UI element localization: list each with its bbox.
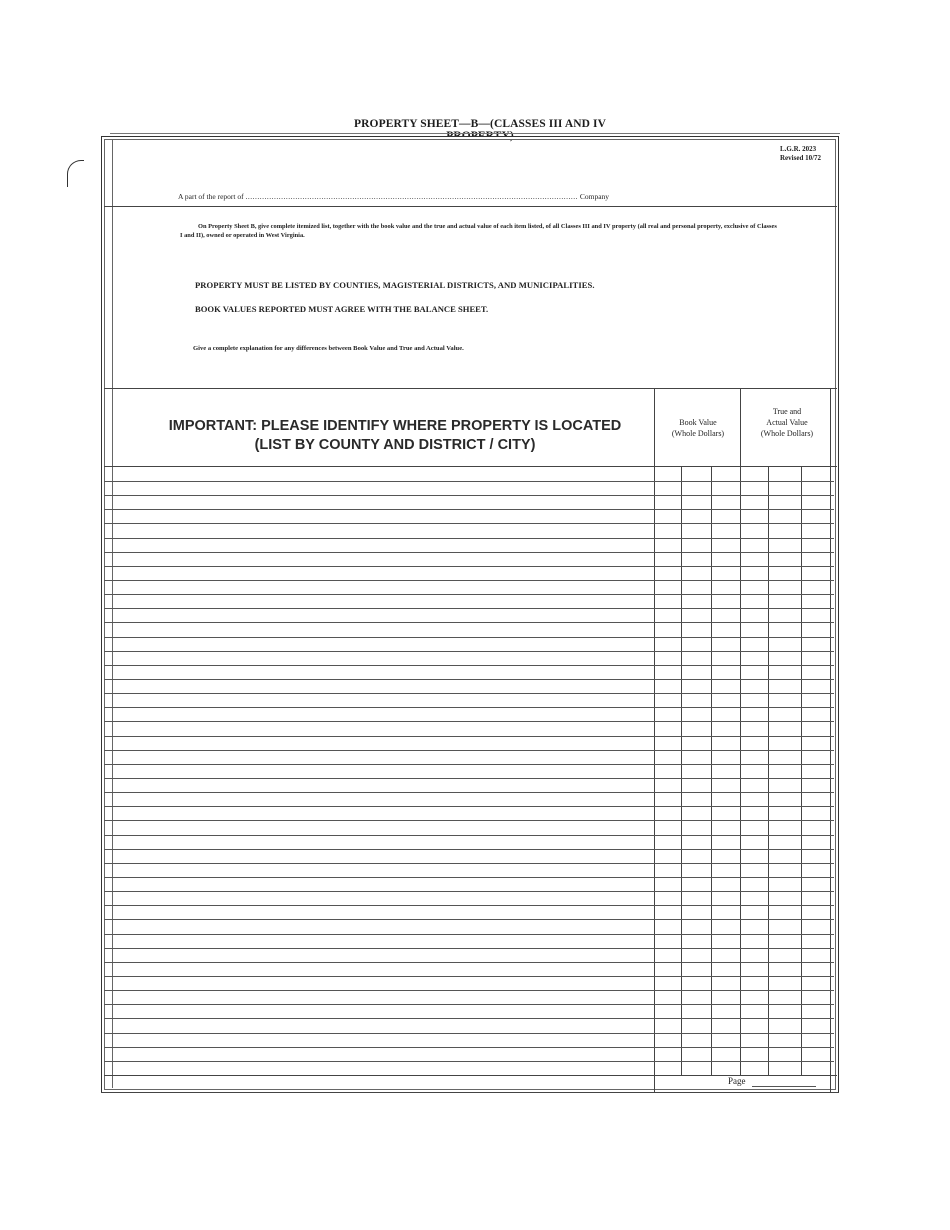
table-row-rule <box>104 665 834 666</box>
table-row-rule <box>104 792 834 793</box>
book-value-subcolumn-rule-2 <box>711 466 712 1076</box>
company-report-line <box>178 192 768 201</box>
table-row-rule <box>104 919 834 920</box>
table-row-rule <box>104 495 834 496</box>
form-code-revised: Revised 10/72 <box>780 154 822 162</box>
notice-list-by-counties: PROPERTY MUST BE LISTED BY COUNTIES, MAGISTERIAL DISTRICTS, AND MUNICIPALITIES. <box>195 280 595 290</box>
table-row-rule <box>104 934 834 935</box>
important-notice-line2: (LIST BY COUNTY AND DISTRICT / CITY) <box>254 437 536 453</box>
table-row-rule <box>104 778 834 779</box>
explanation-note: Give a complete explanation for any differences between Book Value and True and Actual Value. <box>193 345 464 352</box>
table-row-rule <box>104 707 834 708</box>
table-row-rule <box>104 849 834 850</box>
table-row-rule <box>104 976 834 977</box>
table-row-rule <box>104 566 834 567</box>
form-bottom-rule <box>101 1092 839 1093</box>
table-row-rule <box>104 552 834 553</box>
true-value-header-line2: Actual Value <box>766 418 808 427</box>
description-column-header <box>135 417 655 455</box>
true-value-subcolumn-rule-2 <box>801 466 802 1076</box>
table-header-bottom-rule <box>104 466 837 467</box>
table-row-rule <box>104 651 834 652</box>
report-line-suffix: Company <box>579 192 610 201</box>
table-row-rule <box>104 891 834 892</box>
book-value-header-line2: (Whole Dollars) <box>671 429 725 438</box>
table-row-rule <box>104 1004 834 1005</box>
table-row-rule <box>104 538 834 539</box>
important-notice-line1: IMPORTANT: PLEASE IDENTIFY WHERE PROPERTY IS LOCATED <box>168 418 622 434</box>
table-row-rule <box>104 721 834 722</box>
table-row-rule <box>104 608 834 609</box>
company-name-field[interactable]: ............................................................................................................................................ <box>245 192 578 201</box>
table-row-rule <box>104 806 834 807</box>
table-row-rule <box>104 594 834 595</box>
table-row-rule <box>104 736 834 737</box>
table-row-rule <box>104 990 834 991</box>
table-row-rule <box>104 962 834 963</box>
true-value-column-right-rule <box>830 388 831 1092</box>
scan-artifact-mark <box>67 160 84 187</box>
true-value-subcolumn-rule-1 <box>768 466 769 1076</box>
table-row-rule <box>104 622 834 623</box>
table-row-rule <box>104 835 834 836</box>
table-row-rule <box>104 679 834 680</box>
table-row-rule <box>104 820 834 821</box>
table-row-rule <box>104 1018 834 1019</box>
form-code <box>780 145 821 163</box>
form-code-number: L.G.R. 2023 <box>780 145 817 153</box>
table-row-rule <box>104 580 834 581</box>
book-value-header <box>656 417 740 439</box>
form-title: PROPERTY SHEET—B—(CLASSES III AND IV PROPERTY) <box>354 118 606 142</box>
table-row-rule <box>104 1033 834 1034</box>
table-row-rule <box>104 905 834 906</box>
true-value-column-left-rule <box>740 388 741 1076</box>
table-row-rule <box>104 1061 834 1062</box>
table-row-rule <box>104 481 834 482</box>
notice-book-values: BOOK VALUES REPORTED MUST AGREE WITH THE BALANCE SHEET. <box>195 304 489 314</box>
instructions-text: On Property Sheet B, give complete itemized list, together with the book value and the true and actual value of each item listed, of all Classes III and IV property (all real and personal property, exclusive of Classes I and II), owned or operated in West Virginia. <box>180 223 777 239</box>
table-row-rule <box>104 1047 834 1048</box>
table-row-rule <box>104 750 834 751</box>
page-number-field[interactable] <box>752 1086 816 1087</box>
table-row-rule <box>104 523 834 524</box>
book-value-header-line1: Book Value <box>679 418 717 427</box>
true-value-header-line3: (Whole Dollars) <box>760 429 814 438</box>
table-row-rule <box>104 863 834 864</box>
table-row-rule <box>104 948 834 949</box>
table-row-rule <box>104 877 834 878</box>
table-row-rule <box>104 693 834 694</box>
title-rule <box>110 133 840 134</box>
table-row-rule <box>104 509 834 510</box>
table-row-rule <box>104 637 834 638</box>
book-value-column-left-rule <box>654 388 655 1092</box>
page-label: Page <box>728 1076 746 1086</box>
true-value-header <box>742 406 832 439</box>
report-line-prefix: A part of the report of <box>178 192 244 201</box>
book-value-subcolumn-rule-1 <box>681 466 682 1076</box>
table-row-rule <box>104 764 834 765</box>
table-top-rule <box>104 388 837 389</box>
section-divider <box>104 206 837 207</box>
true-value-header-line1: True and <box>772 407 802 416</box>
